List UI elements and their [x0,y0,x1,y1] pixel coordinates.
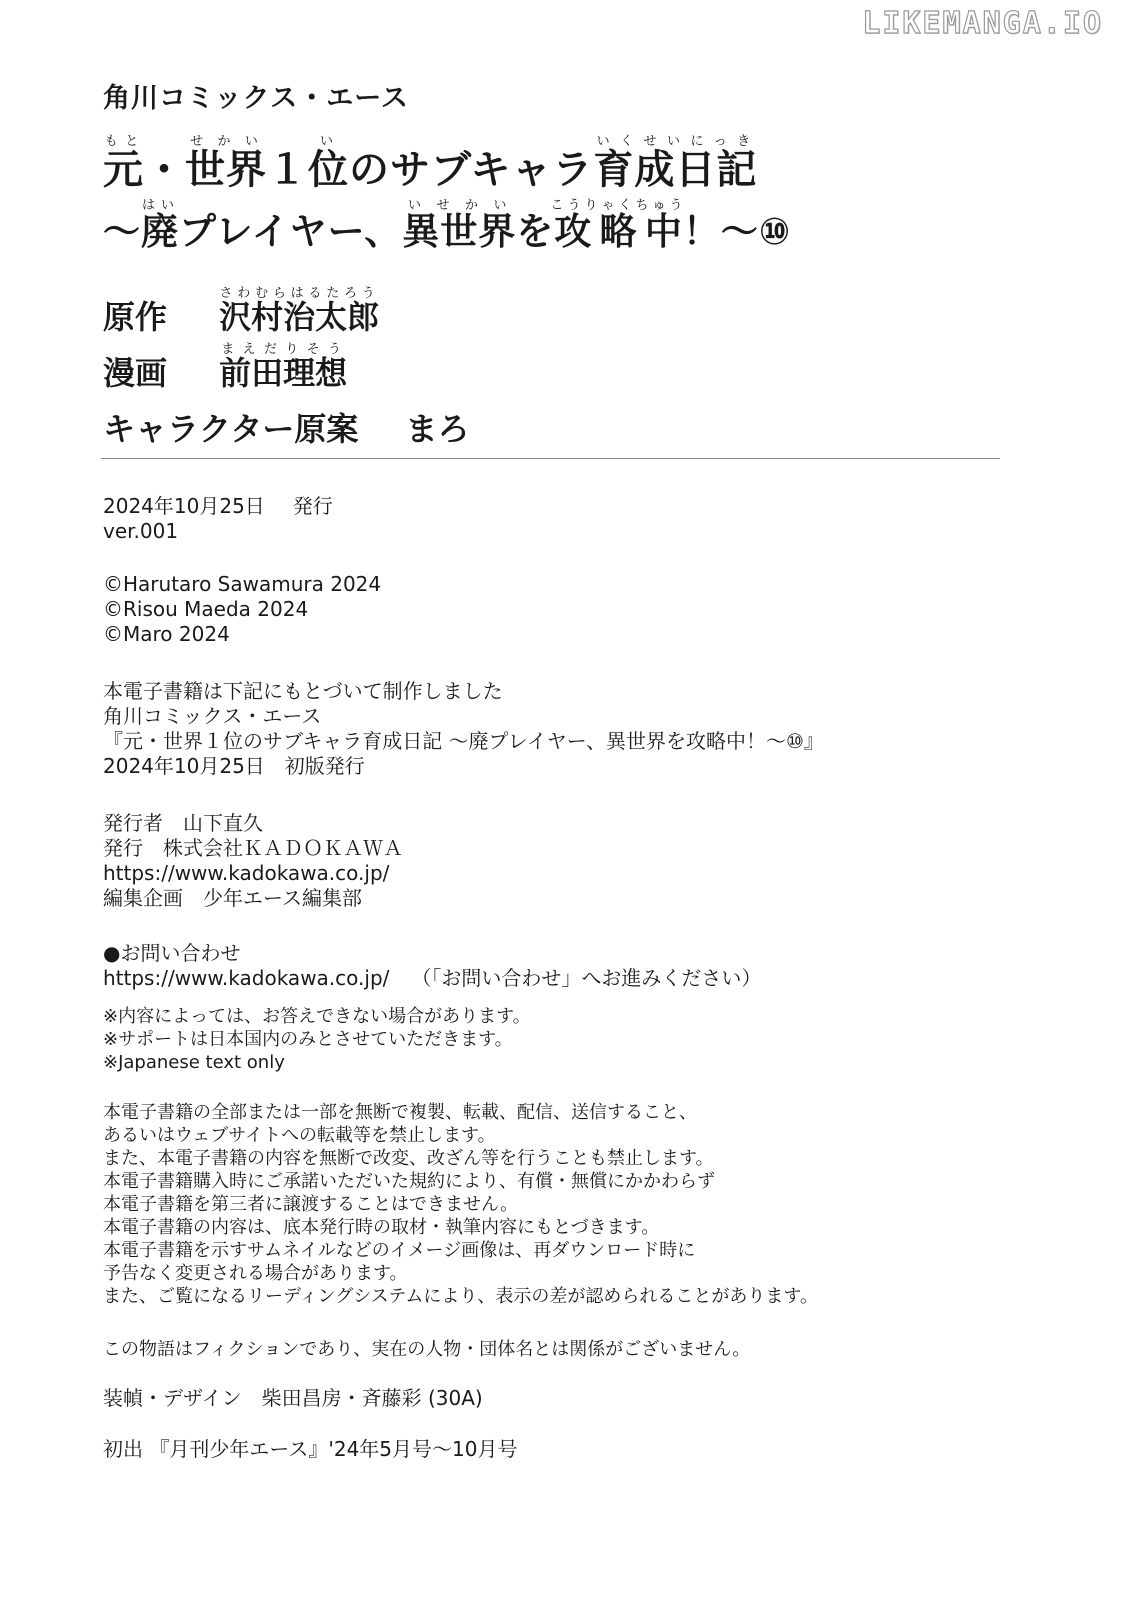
text-line: 本電子書籍を示すサムネイルなどのイメージ画像は、再ダウンロード時に [103,1240,696,1261]
release-label: 発行 [292,494,333,518]
credit-name: 沢村治太郎さわむらはるたろう [219,286,380,336]
title-segment: を [516,210,555,253]
text-line: 発行者 山下直久 [103,811,263,835]
support-notes [103,1005,531,1074]
design-credit: 装幀・デザイン 柴田昌房・斉藤彩 (30A) [103,1386,483,1410]
release-date: 2024年10月25日 [103,494,265,518]
credit-role: 漫画 [103,354,168,392]
text-line: 『元・世界１位のサブキャラ育成日記 〜廃プレイヤー、異世界を攻略中！〜⑩』 [103,729,824,753]
credit-character-design [103,404,470,450]
publisher-block [103,811,403,911]
title-segment: 元もと [103,134,144,193]
title-segment: 〜 [103,210,141,253]
title-segment: 異世界いせかい [402,198,517,253]
text-line: ©Risou Maeda 2024 [103,597,309,621]
text-line: また、ご覧になるリーディングシステムにより、表示の差が認められることがあります。 [103,1286,818,1307]
text-line: 角川コミックス・エース [103,704,322,728]
text-line: 本電子書籍を第三者に譲渡することはできません。 [103,1194,519,1215]
title-segment: 育成日記いくせいにっき [593,134,758,193]
book-title-line-1 [103,134,757,195]
legal-notice [103,1101,818,1308]
credit-manga-artist [103,342,347,394]
title-segment: ・ [144,147,185,193]
text-line: ©Maro 2024 [103,622,230,646]
contact-note: （「お問い合わせ」へお進みください） [411,966,762,990]
text-line: ©Harutaro Sawamura 2024 [103,572,382,596]
title-segment: 廃はい [141,198,179,253]
copyright-block [103,572,381,647]
text-line: 本電子書籍購入時にご承諾いただいた規約により、有償・無償にかかわらず [103,1171,715,1192]
title-segment: 世界せかい [185,134,267,193]
text-line: https://www.kadokawa.co.jp/ [103,861,390,885]
text-line: 予告なく変更される場合があります。 [103,1263,408,1284]
contact-url: https://www.kadokawa.co.jp/ [103,966,390,990]
divider [101,458,1000,459]
text-line: 発行 株式会社ＫＡＤＯＫＡＷＡ [103,836,403,860]
site-watermark: LIKEMANGA.IO [862,6,1103,41]
text-line: ※サポートは日本国内のみとさせていただきます。 [103,1029,513,1050]
text-line: 2024年10月25日 初版発行 [103,754,365,778]
text-line: 本電子書籍は下記にもとづいて制作しました [103,679,503,703]
source-edition-block [103,679,824,779]
title-segment: プレイヤー、 [179,210,403,253]
title-segment: ！〜⑩ [682,210,792,253]
title-segment: 位い [308,134,349,193]
version-label: ver.001 [103,519,179,543]
first-appearance: 初出 『月刊少年エース』'24年5月号〜10月号 [103,1437,518,1461]
contact-heading: ●お問い合わせ [103,941,241,965]
contact-block [103,941,761,991]
text-line: また、本電子書籍の内容を無断で改変、改ざん等を行うことも禁止します。 [103,1148,714,1169]
credit-role: 原作 [103,298,168,336]
text-line: 本電子書籍の内容は、底本発行時の取材・執筆内容にもとづきます。 [103,1217,660,1238]
title-segment: １ [267,147,308,193]
credit-role: キャラクター原案 [103,410,359,448]
title-segment: のサブキャラ [349,147,594,193]
text-line: 編集企画 少年エース編集部 [103,886,362,910]
series-label: 角川コミックス・エース [103,83,409,114]
title-segment: 攻略中こうりゃくちゅう [550,198,687,253]
credit-name: 前田理想まえだりそう [219,342,348,392]
text-line: ※内容によっては、お答えできない場合があります。 [103,1006,531,1027]
book-title-line-2 [103,198,791,255]
fiction-notice: この物語はフィクションであり、実在の人物・団体名とは関係がございません。 [103,1339,751,1360]
credit-original-author [103,286,379,338]
text-line: ※Japanese text only [103,1052,285,1073]
credit-name: まろ [405,410,470,448]
text-line: 本電子書籍の全部または一部を無断で複製、転載、配信、送信すること、 [103,1102,697,1123]
text-line: あるいはウェブサイトへの転載等を禁止します。 [103,1125,496,1146]
release-info [103,494,333,544]
